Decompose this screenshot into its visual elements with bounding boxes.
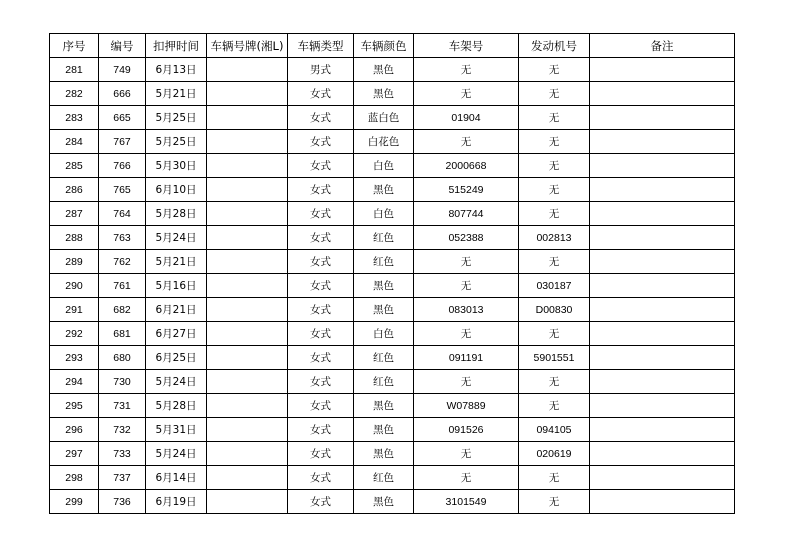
cell-code: 766: [99, 154, 146, 178]
cell-engine-no: 030187: [519, 274, 590, 298]
cell-color: 黑色: [354, 490, 414, 514]
cell-seize-time: 5月24日: [146, 442, 207, 466]
cell-color: 白色: [354, 154, 414, 178]
cell-seize-time: 5月31日: [146, 418, 207, 442]
table-row: [50, 58, 735, 82]
table-row: [50, 130, 735, 154]
header-plate: 车辆号牌(湘L): [207, 34, 288, 58]
cell-notes: [590, 58, 735, 82]
cell-code: 767: [99, 130, 146, 154]
cell-seize-time: 5月25日: [146, 130, 207, 154]
cell-plate: [207, 442, 288, 466]
cell-engine-no: D00830: [519, 298, 590, 322]
cell-frame-no: 无: [414, 250, 519, 274]
table-row: [50, 490, 735, 514]
cell-plate: [207, 298, 288, 322]
table-row: [50, 178, 735, 202]
header-color: 车辆颜色: [354, 34, 414, 58]
cell-type: 男式: [288, 58, 354, 82]
header-engine-no: 发动机号: [519, 34, 590, 58]
cell-seize-time: 5月24日: [146, 226, 207, 250]
cell-plate: [207, 250, 288, 274]
cell-seize-time: 5月21日: [146, 82, 207, 106]
cell-type: 女式: [288, 154, 354, 178]
cell-engine-no: 无: [519, 394, 590, 418]
cell-seize-time: 6月27日: [146, 322, 207, 346]
cell-frame-no: 无: [414, 322, 519, 346]
table-row: [50, 82, 735, 106]
cell-code: 763: [99, 226, 146, 250]
cell-color: 黑色: [354, 82, 414, 106]
cell-type: 女式: [288, 490, 354, 514]
cell-code: 764: [99, 202, 146, 226]
cell-code: 666: [99, 82, 146, 106]
cell-notes: [590, 418, 735, 442]
cell-frame-no: 无: [414, 130, 519, 154]
cell-type: 女式: [288, 226, 354, 250]
cell-code: 665: [99, 106, 146, 130]
cell-seq: 298: [50, 466, 99, 490]
cell-plate: [207, 322, 288, 346]
cell-engine-no: 无: [519, 82, 590, 106]
cell-engine-no: 无: [519, 490, 590, 514]
cell-plate: [207, 154, 288, 178]
cell-seize-time: 6月14日: [146, 466, 207, 490]
cell-engine-no: 5901551: [519, 346, 590, 370]
cell-frame-no: 052388: [414, 226, 519, 250]
header-type: 车辆类型: [288, 34, 354, 58]
cell-frame-no: 无: [414, 370, 519, 394]
cell-type: 女式: [288, 394, 354, 418]
cell-frame-no: 无: [414, 466, 519, 490]
cell-type: 女式: [288, 274, 354, 298]
cell-seq: 285: [50, 154, 99, 178]
cell-code: 749: [99, 58, 146, 82]
cell-seq: 297: [50, 442, 99, 466]
cell-color: 白色: [354, 322, 414, 346]
cell-seq: 292: [50, 322, 99, 346]
cell-color: 白花色: [354, 130, 414, 154]
cell-engine-no: 无: [519, 250, 590, 274]
header-notes: 备注: [590, 34, 735, 58]
cell-type: 女式: [288, 82, 354, 106]
cell-seq: 291: [50, 298, 99, 322]
cell-seq: 299: [50, 490, 99, 514]
cell-plate: [207, 130, 288, 154]
cell-seize-time: 5月25日: [146, 106, 207, 130]
cell-plate: [207, 226, 288, 250]
cell-seize-time: 5月30日: [146, 154, 207, 178]
cell-color: 白色: [354, 202, 414, 226]
cell-color: 红色: [354, 346, 414, 370]
cell-plate: [207, 466, 288, 490]
cell-type: 女式: [288, 250, 354, 274]
cell-plate: [207, 274, 288, 298]
cell-notes: [590, 202, 735, 226]
cell-type: 女式: [288, 106, 354, 130]
cell-notes: [590, 130, 735, 154]
cell-type: 女式: [288, 442, 354, 466]
cell-code: 731: [99, 394, 146, 418]
cell-seq: 283: [50, 106, 99, 130]
cell-seize-time: 6月19日: [146, 490, 207, 514]
cell-code: 682: [99, 298, 146, 322]
cell-code: 730: [99, 370, 146, 394]
cell-seize-time: 5月28日: [146, 394, 207, 418]
cell-seq: 287: [50, 202, 99, 226]
cell-code: 732: [99, 418, 146, 442]
cell-engine-no: 无: [519, 106, 590, 130]
table-row: [50, 418, 735, 442]
cell-seize-time: 6月21日: [146, 298, 207, 322]
cell-seq: 295: [50, 394, 99, 418]
cell-seq: 289: [50, 250, 99, 274]
cell-engine-no: 无: [519, 58, 590, 82]
table-row: [50, 394, 735, 418]
table-row: [50, 322, 735, 346]
cell-type: 女式: [288, 202, 354, 226]
table-row: [50, 466, 735, 490]
cell-plate: [207, 346, 288, 370]
table-header-row: [50, 34, 735, 58]
cell-plate: [207, 106, 288, 130]
cell-code: 761: [99, 274, 146, 298]
cell-seq: 281: [50, 58, 99, 82]
cell-color: 黑色: [354, 178, 414, 202]
cell-notes: [590, 346, 735, 370]
cell-plate: [207, 490, 288, 514]
cell-plate: [207, 394, 288, 418]
cell-frame-no: 2000668: [414, 154, 519, 178]
cell-type: 女式: [288, 370, 354, 394]
cell-type: 女式: [288, 130, 354, 154]
cell-seq: 282: [50, 82, 99, 106]
cell-frame-no: 083013: [414, 298, 519, 322]
cell-notes: [590, 82, 735, 106]
cell-frame-no: 无: [414, 274, 519, 298]
cell-engine-no: 无: [519, 322, 590, 346]
cell-notes: [590, 250, 735, 274]
cell-notes: [590, 298, 735, 322]
cell-frame-no: 无: [414, 58, 519, 82]
cell-frame-no: 无: [414, 442, 519, 466]
cell-frame-no: 091526: [414, 418, 519, 442]
cell-color: 红色: [354, 466, 414, 490]
vehicle-table: [49, 33, 735, 514]
cell-notes: [590, 154, 735, 178]
table-row: [50, 106, 735, 130]
cell-plate: [207, 178, 288, 202]
cell-color: 黑色: [354, 298, 414, 322]
cell-notes: [590, 466, 735, 490]
header-frame-no: 车架号: [414, 34, 519, 58]
cell-frame-no: 091191: [414, 346, 519, 370]
table-row: [50, 346, 735, 370]
cell-type: 女式: [288, 298, 354, 322]
cell-seize-time: 5月16日: [146, 274, 207, 298]
table-row: [50, 370, 735, 394]
cell-code: 765: [99, 178, 146, 202]
cell-frame-no: 807744: [414, 202, 519, 226]
cell-seq: 284: [50, 130, 99, 154]
header-code: 编号: [99, 34, 146, 58]
cell-color: 红色: [354, 370, 414, 394]
cell-plate: [207, 58, 288, 82]
cell-color: 红色: [354, 250, 414, 274]
cell-seize-time: 5月24日: [146, 370, 207, 394]
cell-color: 黑色: [354, 274, 414, 298]
cell-seize-time: 5月21日: [146, 250, 207, 274]
cell-code: 681: [99, 322, 146, 346]
cell-notes: [590, 178, 735, 202]
cell-engine-no: 094105: [519, 418, 590, 442]
cell-seize-time: 5月28日: [146, 202, 207, 226]
table-row: [50, 442, 735, 466]
cell-seq: 290: [50, 274, 99, 298]
cell-plate: [207, 82, 288, 106]
cell-seq: 294: [50, 370, 99, 394]
table-row: [50, 226, 735, 250]
table-row: [50, 202, 735, 226]
cell-seize-time: 6月25日: [146, 346, 207, 370]
cell-code: 737: [99, 466, 146, 490]
cell-plate: [207, 370, 288, 394]
cell-type: 女式: [288, 178, 354, 202]
cell-engine-no: 002813: [519, 226, 590, 250]
cell-notes: [590, 394, 735, 418]
cell-seq: 288: [50, 226, 99, 250]
cell-frame-no: 3101549: [414, 490, 519, 514]
cell-plate: [207, 202, 288, 226]
cell-color: 黑色: [354, 394, 414, 418]
cell-type: 女式: [288, 346, 354, 370]
table-row: [50, 154, 735, 178]
cell-engine-no: 无: [519, 202, 590, 226]
cell-seize-time: 6月13日: [146, 58, 207, 82]
cell-frame-no: W07889: [414, 394, 519, 418]
cell-type: 女式: [288, 466, 354, 490]
cell-frame-no: 无: [414, 82, 519, 106]
cell-color: 蓝白色: [354, 106, 414, 130]
table-body: [50, 58, 735, 514]
cell-seize-time: 6月10日: [146, 178, 207, 202]
cell-engine-no: 无: [519, 154, 590, 178]
cell-notes: [590, 442, 735, 466]
cell-engine-no: 无: [519, 466, 590, 490]
cell-engine-no: 无: [519, 178, 590, 202]
header-seize-time: 扣押时间: [146, 34, 207, 58]
cell-frame-no: 515249: [414, 178, 519, 202]
cell-code: 680: [99, 346, 146, 370]
cell-seq: 296: [50, 418, 99, 442]
table-row: [50, 250, 735, 274]
cell-engine-no: 020619: [519, 442, 590, 466]
cell-notes: [590, 490, 735, 514]
cell-notes: [590, 322, 735, 346]
cell-code: 733: [99, 442, 146, 466]
cell-engine-no: 无: [519, 130, 590, 154]
cell-color: 黑色: [354, 418, 414, 442]
cell-color: 黑色: [354, 442, 414, 466]
cell-color: 黑色: [354, 58, 414, 82]
table-row: [50, 298, 735, 322]
table-row: [50, 274, 735, 298]
cell-frame-no: 01904: [414, 106, 519, 130]
cell-plate: [207, 418, 288, 442]
cell-seq: 293: [50, 346, 99, 370]
cell-color: 红色: [354, 226, 414, 250]
cell-type: 女式: [288, 418, 354, 442]
cell-engine-no: 无: [519, 370, 590, 394]
cell-type: 女式: [288, 322, 354, 346]
cell-code: 762: [99, 250, 146, 274]
cell-code: 736: [99, 490, 146, 514]
cell-notes: [590, 106, 735, 130]
cell-seq: 286: [50, 178, 99, 202]
header-seq: 序号: [50, 34, 99, 58]
cell-notes: [590, 226, 735, 250]
cell-notes: [590, 274, 735, 298]
cell-notes: [590, 370, 735, 394]
